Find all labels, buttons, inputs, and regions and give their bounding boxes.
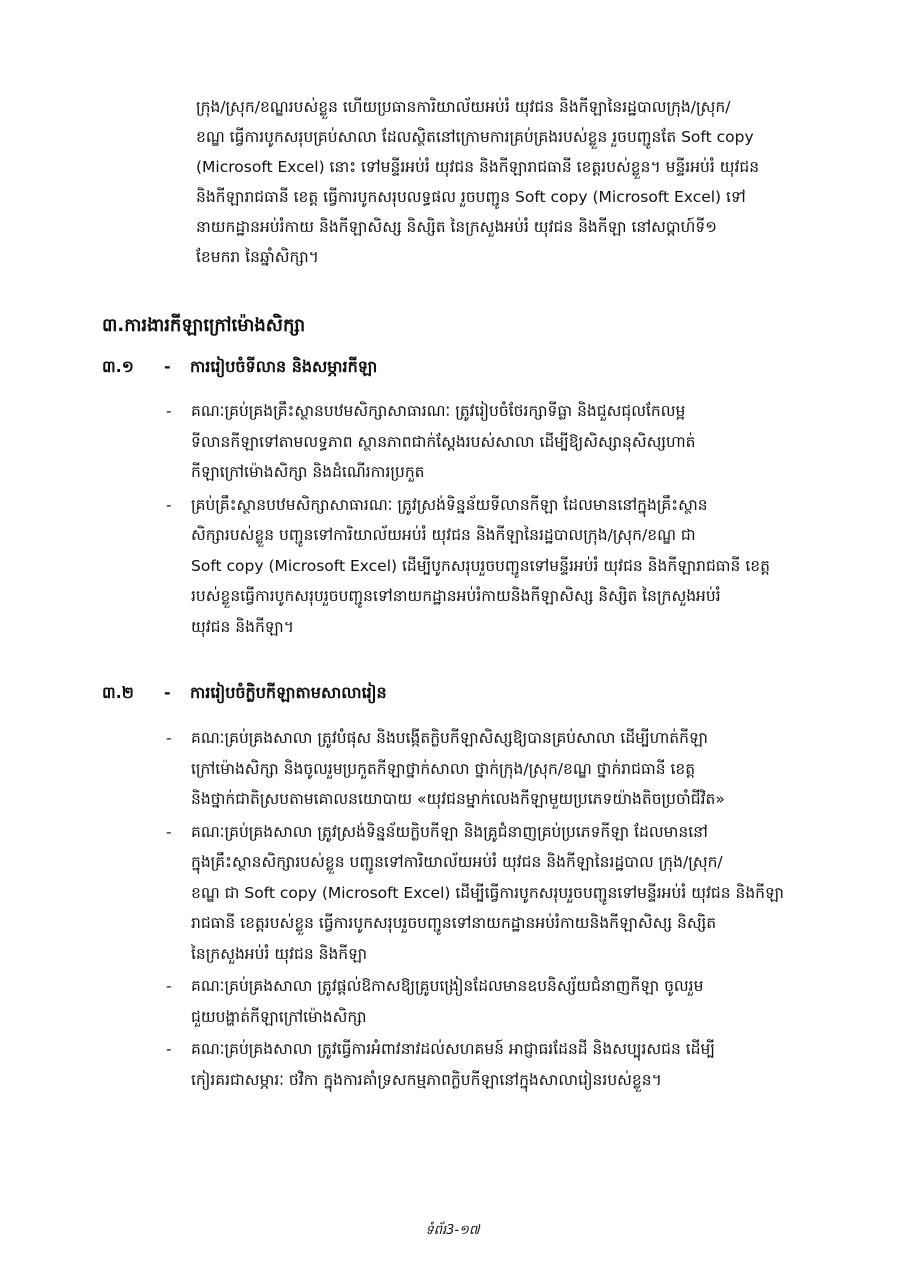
subsection-title: ការរៀបចំក្លិបកីឡាតាមសាលារៀន: [190, 683, 387, 702]
bullet-line: គណៈគ្រប់គ្រងគ្រឹះស្ថានបឋមសិក្សាសាធារណៈ ត្រូវរៀបចំថែរក្សាទីធ្លា និងជួសជុលកែលម្អ: [191, 402, 686, 420]
bullet-line: ទីលានកីឡាទៅតាមលទ្ធភាព ស្ថានភាពជាក់ស្តែងរបស់សាលា ដើម្បីឱ្យសិស្សានុសិស្សហាត់: [191, 432, 696, 451]
bullet-text: [191, 817, 852, 970]
bullet-line: និងថ្នាក់ជាតិស្របតាមគោលនយោបាយ «យុវជនម្នាក់លេងកីឡាមួយប្រភេទយ៉ាងតិចប្រចាំជីវិត»: [191, 790, 725, 808]
intro-line: ខណ្ឌ ធ្វើការបូកសរុបគ្រប់សាលា ដែលស្ថិតនៅក្រោមការគ្រប់គ្រងរបស់ខ្លួន រួចបញ្ជូនតែ Soft copy: [196, 128, 754, 146]
bullet-line: ជួយបង្ហាត់កីឡាក្រៅម៉ោងសិក្សា: [191, 1007, 367, 1026]
bullet-line: ក្នុងគ្រឹះស្ថានសិក្សារបស់ខ្លួន បញ្ជូនទៅការិយាល័យអប់រំ យុវជន និងកីឡានៃរដ្ឋបាល ក្រុង/ស្រុក/: [191, 853, 723, 871]
list-item: [160, 817, 852, 970]
bullet-line: គណៈគ្រប់គ្រងសាលា ត្រូវផ្តល់ឱកាសឱ្យគ្រូបង្រៀនដែលមានឧបនិស្ស័យជំនាញកីឡា ចូលរួម: [191, 977, 704, 995]
bullet-line: ក្រៅម៉ោងសិក្សា និងចូលរួមប្រកួតកីឡាថ្នាក់សាលា ថ្នាក់ក្រុង/ស្រុក/ខណ្ឌ ថ្នាក់រាជធានី ខេត្ត: [191, 759, 696, 778]
bullet-text: [191, 396, 852, 488]
list-item: [160, 490, 852, 643]
bullet-text: [191, 723, 852, 815]
bullet-line: កៀរគរជាសម្ភារៈ ថវិកា ក្នុងការគាំទ្រសកម្មភាពក្លិបកីឡានៅក្នុងសាលារៀនរបស់ខ្លួន។: [191, 1070, 662, 1089]
intro-line: ខែមករា នៃឆ្នាំសិក្សា។: [196, 248, 319, 266]
intro-paragraph: [196, 92, 851, 272]
bullet-dash: -: [166, 1040, 172, 1058]
bullet-line: គណៈគ្រប់គ្រងសាលា ត្រូវបំផុស និងបង្កើតក្លិបកីឡាសិស្សឱ្យបានគ្រប់សាលា ដើម្បីហាត់កីឡា: [191, 729, 708, 747]
list-item: [160, 396, 852, 488]
section-title: ៣.ការងារកីឡាក្រៅម៉ោងសិក្សា: [102, 315, 306, 336]
bullet-line: គ្រប់គ្រឹះស្ថានបឋមសិក្សាសាធារណៈ ត្រូវស្រង់ទិន្នន័យទីលានកីឡា ដែលមាននៅក្នុងគ្រឹះស្ថាន: [191, 495, 708, 514]
bullet-line: របស់ខ្លួនធ្វើការបូកសរុបរួចបញ្ជូនទៅនាយកដ្ឋានអប់រំកាយនិងកីឡាសិស្ស និស្សិត នៃក្រសួងអប់រំ: [191, 587, 721, 605]
bullet-text: [191, 1034, 852, 1095]
list-item: [160, 1034, 852, 1095]
intro-line: (Microsoft Excel) នោះ ទៅមន្ទីរអប់រំ យុវជន និងកីឡារាជធានី ខេត្តរបស់ខ្លួន។ មន្ទីរអប់រំ យុវជន: [196, 158, 760, 176]
intro-line: នាយកដ្ឋានអប់រំកាយ និងកីឡាសិស្ស និស្សិត នៃក្រសួងអប់រំ យុវជន និងកីឡា នៅសប្តាហ៍ទី១: [196, 218, 717, 236]
bullet-text: [191, 490, 852, 643]
list-item: [160, 971, 852, 1032]
bullet-line: កីឡាក្រៅម៉ោងសិក្សា និងដំណើរការប្រកួត: [191, 463, 425, 481]
subsection-number: ៣.២: [102, 683, 134, 702]
subsection-number: ៣.១: [102, 357, 134, 376]
bullet-line: នៃក្រសួងអប់រំ យុវជន និងកីឡា: [191, 944, 368, 963]
page-number: ទំព័រ3-១៧: [425, 1223, 480, 1238]
bullet-line: Soft copy (Microsoft Excel) ដើម្បីបូកសរុបរួចបញ្ជូនទៅមន្ទីរអប់រំ យុវជន និងកីឡារាជធានី ខេត្ត: [191, 556, 770, 575]
subsection-heading: [102, 356, 377, 380]
bullet-dash: -: [166, 402, 172, 420]
bullet-dash: -: [166, 977, 172, 995]
subsection-dash: -: [164, 357, 171, 376]
list-item: [160, 723, 852, 815]
intro-line: និងកីឡារាជធានី ខេត្ត ធ្វើការបូកសរុបលទ្ធផល រួចបញ្ជូន Soft copy (Microsoft Excel) ទៅ: [196, 188, 746, 206]
bullet-line: សិក្សារបស់ខ្លួន បញ្ជូនទៅការិយាល័យអប់រំ យុវជន និងកីឡានៃរដ្ឋបាលក្រុង/ស្រុក/ខណ្ឌ ជា: [191, 526, 696, 544]
bullet-list: [160, 723, 852, 1097]
bullet-line: គណៈគ្រប់គ្រងសាលា ត្រូវធ្វើការអំពាវនាវដល់សហគមន៍ អាជ្ញាធរដែនដី និងសប្បុរសជន ដើម្បី: [191, 1040, 715, 1058]
bullet-dash: -: [166, 495, 172, 514]
bullet-dash: -: [166, 729, 172, 747]
subsection-dash: -: [164, 683, 171, 702]
bullet-dash: -: [166, 822, 172, 841]
bullet-line: រាជធានី ខេត្តរបស់ខ្លួន ធ្វើការបូកសរុបរួចបញ្ជូនទៅនាយកដ្ឋានអប់រំកាយនិងកីឡាសិស្ស និស្សិត: [191, 914, 717, 932]
bullet-line: គណៈគ្រប់គ្រងសាលា ត្រូវស្រង់ទិន្នន័យក្លិបកីឡា និងគ្រូជំនាញគ្រប់ប្រភេទកីឡា ដែលមាននៅ: [191, 822, 708, 841]
bullet-line: យុវជន និងកីឡា។: [191, 617, 294, 636]
subsection-title: ការរៀបចំទីលាន និងសម្ភារកីឡា: [190, 357, 378, 376]
bullet-list: [160, 396, 852, 644]
bullet-line: ខណ្ឌ ជា Soft copy (Microsoft Excel) ដើម្បីធ្វើការបូកសរុបរួចបញ្ជូនទៅមន្ទីរអប់រំ យុវជន និងកីឡា: [191, 883, 784, 902]
intro-line: ក្រុង/ស្រុក/ខណ្ឌរបស់ខ្លួន ហើយប្រធានការិយាល័យអប់រំ យុវជន និងកីឡានៃរដ្ឋបាលក្រុង/ស្រុក/: [196, 98, 731, 116]
bullet-text: [191, 971, 852, 1032]
subsection-heading: [102, 682, 387, 706]
